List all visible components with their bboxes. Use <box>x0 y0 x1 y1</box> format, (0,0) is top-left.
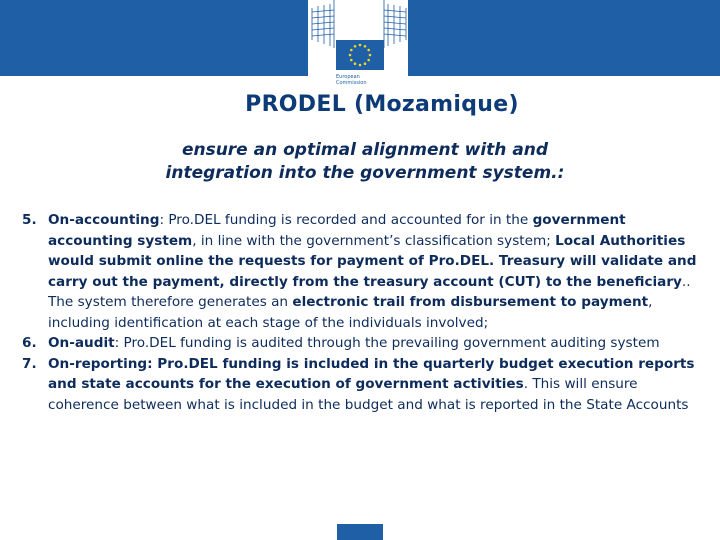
text-run: On-reporting: Pro.DEL funding is included in the quarterly budget execution reports and state accounts for the execution of government activities <box>48 355 695 392</box>
logo-text <box>336 74 367 86</box>
logo-line1: European <box>336 74 360 80</box>
text-run: , including identification at each stage of the individuals involved; <box>48 294 653 331</box>
list-item-7 <box>22 354 702 416</box>
numbered-list <box>22 210 702 415</box>
subtitle-line1: ensure an optimal alignment with and <box>181 140 549 160</box>
subtitle <box>60 139 670 185</box>
list-item-6 <box>22 333 702 354</box>
item-text <box>48 335 660 351</box>
text-run: , in line with the government’s classification system; <box>192 232 556 249</box>
item-text <box>48 356 695 413</box>
text-run: On-audit <box>48 335 115 351</box>
text-run: : Pro.DEL funding is audited through the prevailing government auditing system <box>114 335 660 351</box>
text-run: On-accounting <box>48 212 160 228</box>
page-title: PRODEL (Mozamique) <box>245 92 519 117</box>
subtitle-line2: integration into the government system.: <box>165 163 565 183</box>
list-number: 7. <box>22 355 37 372</box>
european-commission-logo <box>300 0 420 95</box>
text-run: : Pro.DEL funding is recorded and accounted for in the <box>159 212 533 228</box>
text-run: .. The system therefore generates an <box>48 273 691 310</box>
list-number: 6. <box>22 335 37 351</box>
item-text <box>48 212 696 331</box>
list-item-5 <box>22 210 702 333</box>
text-run: electronic trail from disbursement to payment <box>292 294 649 310</box>
list-number: 5. <box>22 212 37 228</box>
logo-line2: Commission <box>336 80 367 86</box>
text-run: . This will ensure coherence between what is included in the budget and what is reported in the State Accounts <box>48 376 689 413</box>
text-run: government accounting system <box>48 212 626 249</box>
text-run: Local Authorities would submit online the requests for payment of Pro.DEL. Treasury will validate and carry out the payment, directly from the treasury account (CUT) to the beneficiary <box>48 232 697 290</box>
footer-eu-flag <box>337 524 383 540</box>
